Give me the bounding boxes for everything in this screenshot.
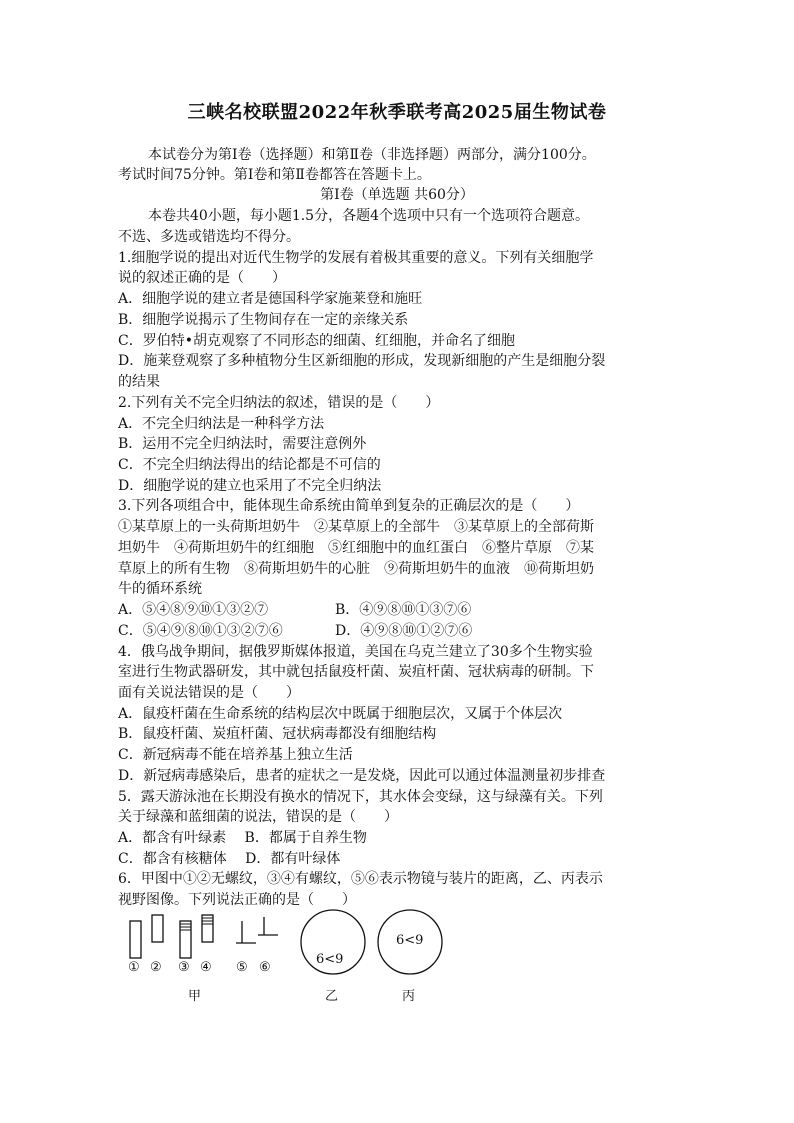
label-yi: 乙: [325, 989, 339, 1004]
label-num-5: ⑤: [236, 960, 248, 975]
intro-line-1: 本试卷分为第Ⅰ卷（选择题）和第Ⅱ卷（非选择题）两部分，满分100分。: [148, 147, 596, 163]
label-num-3: ③: [178, 960, 190, 975]
q4-option-b: B．鼠疫杆菌、炭疽杆菌、冠状病毒都没有细胞结构: [118, 726, 437, 742]
label-bing: 丙: [402, 989, 416, 1004]
q3-option-d: D．④⑨⑧⑩①②⑦⑥: [335, 623, 473, 639]
q3-option-b: B．④⑨⑧⑩①③⑦⑥: [335, 602, 472, 618]
q3-items-2: 坦奶牛 ④荷斯坦奶牛的红细胞 ⑤红细胞中的血红蛋白 ⑥整片草原 ⑦某: [118, 540, 594, 556]
q2-option-b: B．运用不完全归纳法时，需要注意例外: [118, 436, 367, 452]
q4-option-c: C．新冠病毒不能在培养基上独立生活: [118, 747, 353, 763]
q5-options-cd: C．都含有核糖体 D．都有叶绿体: [118, 851, 341, 867]
eyepiece-2: [152, 915, 163, 942]
microscope-figure: [118, 905, 478, 1005]
page-title: 三峡名校联盟2022年秋季联考高2025届生物试卷: [187, 102, 607, 123]
label-num-4: ④: [200, 960, 212, 975]
q4-option-d: D．新冠病毒感染后，患者的症状之一是发烧，因此可以通过体温测量初步排查: [118, 768, 606, 784]
q3-items-4: 牛的循环系统: [118, 581, 202, 597]
q4-stem-1: 4．俄乌战争期间，据俄罗斯媒体报道，美国在乌克兰建立了30多个生物实验: [118, 644, 593, 660]
q1-option-a: A．细胞学说的建立者是德国科学家施莱登和施旺: [118, 291, 423, 307]
objective-4: [202, 915, 213, 942]
eyepiece-1: [130, 921, 141, 958]
q2-option-d: D．细胞学说的建立也采用了不完全归纳法: [118, 478, 382, 494]
section-instructions-2: 不选、多选或错选均不得分。: [118, 229, 300, 245]
circle-bing-text: 6<9: [396, 933, 424, 948]
section-heading: 第Ⅰ卷（单选题 共60分）: [320, 187, 474, 203]
q1-option-d-1: D．施莱登观察了多种植物分生区新细胞的形成，发现新细胞的产生是细胞分裂: [118, 353, 606, 369]
q3-items-3: 草原上的所有生物 ⑧荷斯坦奶牛的心脏 ⑨荷斯坦奶牛的血液 ⑩荷斯坦奶: [118, 561, 594, 577]
q3-items-1: ①某草原上的一头荷斯坦奶牛 ②某草原上的全部牛 ③某草原上的全部荷斯: [118, 519, 594, 535]
label-num-2: ②: [150, 960, 162, 975]
q5-stem-2: 关于绿藻和蓝细菌的说法，错误的是（ ）: [118, 809, 398, 825]
q1-option-b: B．细胞学说揭示了生物间存在一定的亲缘关系: [118, 312, 409, 328]
label-num-6: ⑥: [259, 960, 271, 975]
q3-stem: 3.下列各项组合中，能体现生命系统由简单到复杂的正确层次的是（ ）: [118, 498, 580, 514]
label-num-1: ①: [128, 960, 140, 975]
q5-options-ab: A．都含有叶绿素 B．都属于自养生物: [118, 830, 367, 846]
q3-option-c: C．⑤④⑨⑧⑩①③②⑦⑥: [118, 623, 283, 639]
q3-option-a: A．⑤④⑧⑨⑩①③②⑦: [118, 602, 269, 618]
q2-option-c: C．不完全归纳法得出的结论都是不可信的: [118, 457, 381, 473]
q1-option-c: C．罗伯特•胡克观察了不同形态的细菌、红细胞，并命名了细胞: [118, 333, 515, 349]
distance-6: [258, 917, 278, 935]
q5-stem-1: 5．露天游泳池在长期没有换水的情况下，其水体会变绿，这与绿藻有关。下列: [118, 789, 603, 805]
q6-stem-1: 6．甲图中①②无螺纹，③④有螺纹，⑤⑥表示物镜与装片的距离，乙、丙表示: [118, 871, 603, 887]
q4-stem-2: 室进行生物武器研发，其中就包括鼠疫杆菌、炭疽杆菌、冠状病毒的研制。下: [118, 664, 594, 680]
circle-yi-text: 6<9: [316, 952, 344, 967]
q4-option-a: A．鼠疫杆菌在生命系统的结构层次中既属于细胞层次，又属于个体层次: [118, 706, 563, 722]
q1-stem-1: 1.细胞学说的提出对近代生物学的发展有着极其重要的意义。下列有关细胞学: [118, 250, 594, 266]
q2-stem: 2.下列有关不完全归纳法的叙述，错误的是（ ）: [118, 395, 440, 411]
q6-stem-2: 视野图像。下列说法正确的是（ ）: [118, 892, 356, 908]
distance-5: [236, 921, 256, 943]
q2-option-a: A．不完全归纳法是一种科学方法: [118, 416, 325, 432]
q4-stem-3: 面有关说法错误的是（ ）: [118, 685, 300, 701]
intro-line-2: 考试时间75分钟。第Ⅰ卷和第Ⅱ卷都答在答题卡上。: [118, 167, 431, 183]
q1-stem-2: 说的叙述正确的是（ ）: [118, 270, 286, 286]
label-jia: 甲: [188, 989, 202, 1004]
section-instructions-1: 本卷共40小题，每小题1.5分，各题4个选项中只有一个选项符合题意。: [148, 208, 589, 224]
microscope-figure-svg: [118, 905, 478, 1005]
objective-3: [180, 921, 191, 958]
q1-option-d-2: 的结果: [118, 374, 160, 390]
